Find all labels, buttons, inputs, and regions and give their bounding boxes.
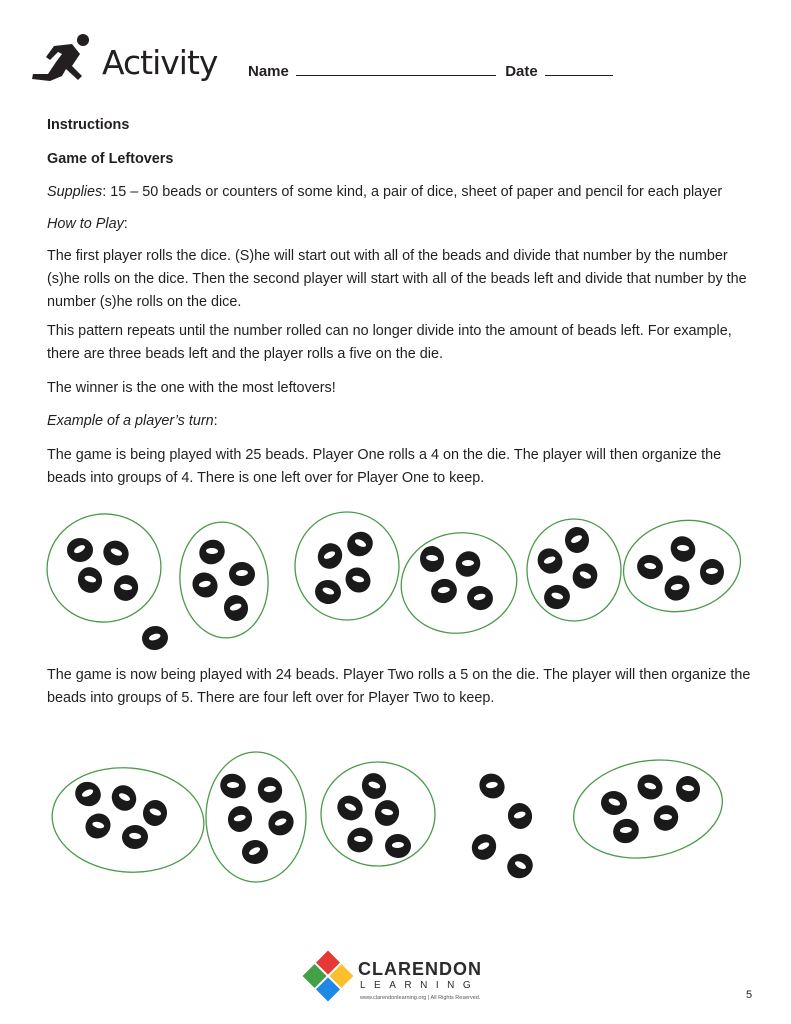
bead (222, 593, 251, 623)
copyright-text: www.clarendonlearning.org | All Rights Reserved. (360, 995, 481, 1001)
bead (359, 770, 390, 802)
bead (505, 801, 534, 832)
page-title: Activity (102, 43, 218, 82)
bead (75, 564, 105, 596)
example-label-text: Example of a player’s turn (47, 413, 214, 429)
bead (609, 815, 643, 848)
bead (216, 769, 251, 803)
bead (384, 833, 411, 858)
bead-layer (67, 527, 725, 883)
bead-group-outline (295, 512, 399, 620)
supplies-paragraph (47, 181, 752, 204)
bead (107, 781, 140, 815)
brand-name: CLARENDON (358, 959, 482, 979)
date-blank-line[interactable] (545, 61, 613, 76)
bead (314, 539, 347, 573)
bead (343, 823, 378, 857)
bead-group-outline (615, 510, 749, 623)
brand-subtitle: LEARNING (360, 980, 480, 991)
bead (565, 527, 589, 553)
bead (254, 773, 286, 806)
bead (187, 567, 222, 602)
game-title: Game of Leftovers (47, 151, 174, 167)
paragraph-example-1: The game is being played with 25 beads. Player One rolls a 4 on the die. The player will then organize the beads into groups of 4. There is one left over for Player One to keep. (47, 447, 722, 486)
supplies-text: : 15 – 50 beads or counters of some kind, a pair of dice, sheet of paper and pencil for each player (102, 184, 723, 200)
bead (541, 582, 573, 613)
bead (568, 558, 603, 593)
name-date-row (248, 61, 618, 80)
paragraph-rules-1: The first player rolls the dice. (S)he will start out with all of the beads and divide that number by the number (s)he rolls on the dice. Then the second player will start with all of the beads left and divide that number by the number (s)he rolls on the dice. (47, 248, 747, 310)
paragraph-example-2: The game is now being played with 24 beads. Player Two rolls a 5 on the die. The player will then organize the beads into groups of 5. There are four left over for Player Two to keep. (47, 667, 751, 706)
how-to-play-colon: : (123, 216, 128, 232)
bead-group-outline (40, 507, 168, 630)
how-to-play-label (47, 213, 752, 236)
page-number: 5 (746, 989, 753, 1001)
bead (451, 547, 485, 582)
bead (474, 768, 509, 803)
bead-group-outline (48, 762, 208, 879)
bead (533, 543, 568, 578)
bead (632, 769, 667, 804)
supplies-label: Supplies (47, 184, 103, 200)
bead-group-outline (566, 749, 730, 870)
bead (340, 562, 375, 597)
date-label: Date (505, 63, 538, 80)
bead (666, 532, 700, 567)
bead (649, 801, 683, 835)
bead (468, 830, 501, 864)
bead (343, 527, 377, 560)
instructions-heading: Instructions (47, 117, 130, 133)
bead (427, 575, 460, 607)
bead (71, 778, 105, 811)
bead (110, 572, 142, 605)
bead (140, 624, 170, 653)
bead (371, 797, 402, 829)
bead (419, 545, 446, 573)
name-label: Name (248, 63, 289, 80)
bead (80, 808, 115, 843)
bead (599, 789, 628, 816)
bead-groups-illustration (0, 500, 791, 900)
bead (332, 791, 367, 826)
bead (225, 803, 255, 834)
bead-group-outline (393, 524, 525, 643)
bead (98, 536, 133, 571)
bead (121, 824, 150, 851)
bead (242, 840, 269, 865)
bead (195, 535, 230, 569)
bead (659, 570, 694, 605)
bead (634, 551, 667, 582)
bead (67, 538, 93, 562)
how-to-play-text: How to Play (47, 216, 124, 232)
paragraph-rules-2: This pattern repeats until the number rolled can no longer divide into the amount of beads left. For example, there are three beads left and the player rolls a five on the die. (47, 323, 732, 362)
paragraph-winner: The winner is the one with the most leftovers! (47, 380, 336, 396)
bead (228, 561, 256, 587)
bead (313, 578, 343, 606)
example-label (47, 410, 752, 433)
bead (699, 558, 725, 586)
bead (141, 798, 169, 827)
bead (263, 805, 298, 840)
bead-group-outline (175, 518, 273, 641)
clarendon-learning-logo (300, 948, 500, 1004)
bead (464, 583, 495, 613)
bead (674, 774, 701, 803)
bead (503, 849, 537, 883)
example-label-colon: : (213, 413, 218, 429)
name-blank-line[interactable] (296, 61, 496, 76)
running-figure-icon (28, 32, 94, 88)
